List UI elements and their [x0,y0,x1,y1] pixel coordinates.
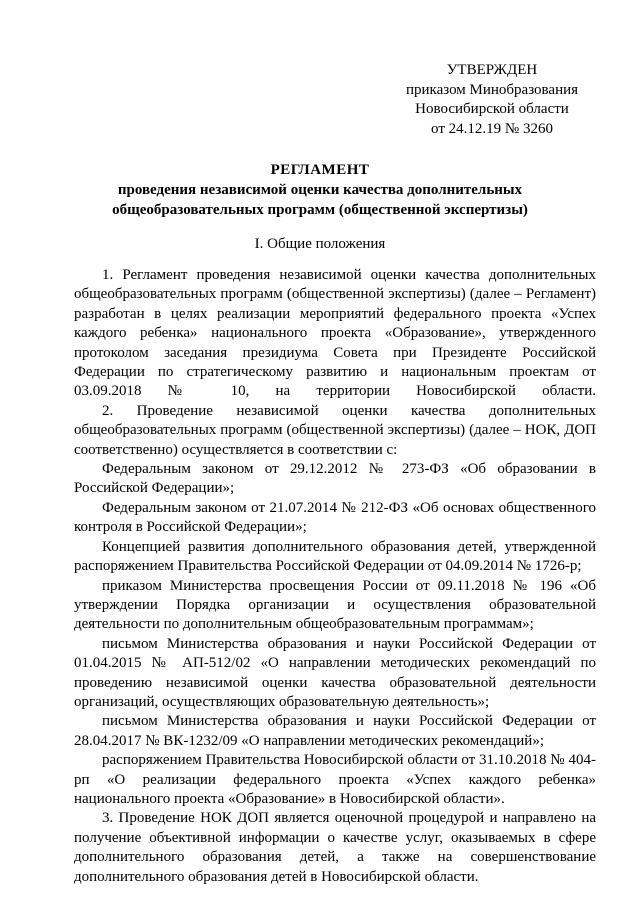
section-heading: I. Общие положения [254,236,386,252]
paragraph-letter-ap-512: письмом Министерства образования и науки Российской Федерации от 01.04.2015 № АП-512/02 «О направлении методических рекомендаций по проведению независимой оценки качества образовательной деятельности организаций, осуществляющих образовательную деятельность»; [74,635,596,710]
document-title: РЕГЛАМЕНТ [270,162,370,178]
paragraph-order-196: приказом Министерства просвещения России от 09.11.2018 № 196 «Об утверждении Порядка организации и осуществления образовательной деятельности по дополнительным общеобразовательным программам»; [74,577,596,633]
paragraph-legal-basis: 2. Проведение независимой оценки качества дополнительных общеобразовательных программ (общественной экспертизы) (далее – НОК, ДОП соответственно) осуществляется в соответствии с: [74,402,596,458]
paragraph-law-273: Федеральным законом от 29.12.2012 № 273-ФЗ «Об образовании в Российской Федерации»; [74,461,596,497]
approval-date-number: от 24.12.19 № 3260 [431,120,553,137]
document-subtitle-line-2: общеобразовательных программ (общественной экспертизы) [112,202,528,218]
document-header [66,160,574,220]
approval-region: Новосибирской области [415,101,569,117]
paragraph-decree-404: распоряжением Правительства Новосибирской области от 31.10.2018 № 404-рп «О реализации федерального проекта «Успех каждого ребенка» национального проекта «Образование» в Новосибирской области». [74,752,596,807]
paragraph-regulation-purpose: 1. Регламент проведения независимой оценки качества дополнительных общеобразовательных программ (общественной экспертизы) (далее – Регламент) разработан в целях реализации мероприятий федерального проекта «Успех каждого ребенка» национального проекта «Образование», утвержденного протоколом заседания президиума Совета при Президенте Российской Федерации по стратегическому развитию и национальным проектам от 03.09.2018 № 10, на территории Новосибирской области. [74,267,596,400]
approval-status: УТВЕРЖДЕН [446,62,538,78]
paragraph-letter-vk-1232: письмом Министерства образования и науки Российской Федерации от 28.04.2017 № ВК-1232/09 «О направлении методических рекомендаций»; [74,713,596,749]
approval-stamp [392,61,592,139]
approval-order: приказом Минобразования [405,81,579,98]
document-body [74,266,596,887]
document-subtitle-line-1: проведения независимой оценки качества дополнительных [117,182,523,198]
paragraph-assessment-goal: 3. Проведение НОК ДОП является оценочной процедурой и направлено на получение объективной информации о качестве услуг, оказываемых в сфере дополнительного образования детей, а также на совершенствование дополнительного образования детей в Новосибирской области. [74,810,596,885]
paragraph-concept: Концепцией развития дополнительного образования детей, утвержденной распоряжением Правительства Российской Федерации от 04.09.2014 № 1726-р; [74,538,596,575]
paragraph-law-212: Федеральным законом от 21.07.2014 № 212-ФЗ «Об основах общественного контроля в Российской Федерации»; [74,499,596,536]
